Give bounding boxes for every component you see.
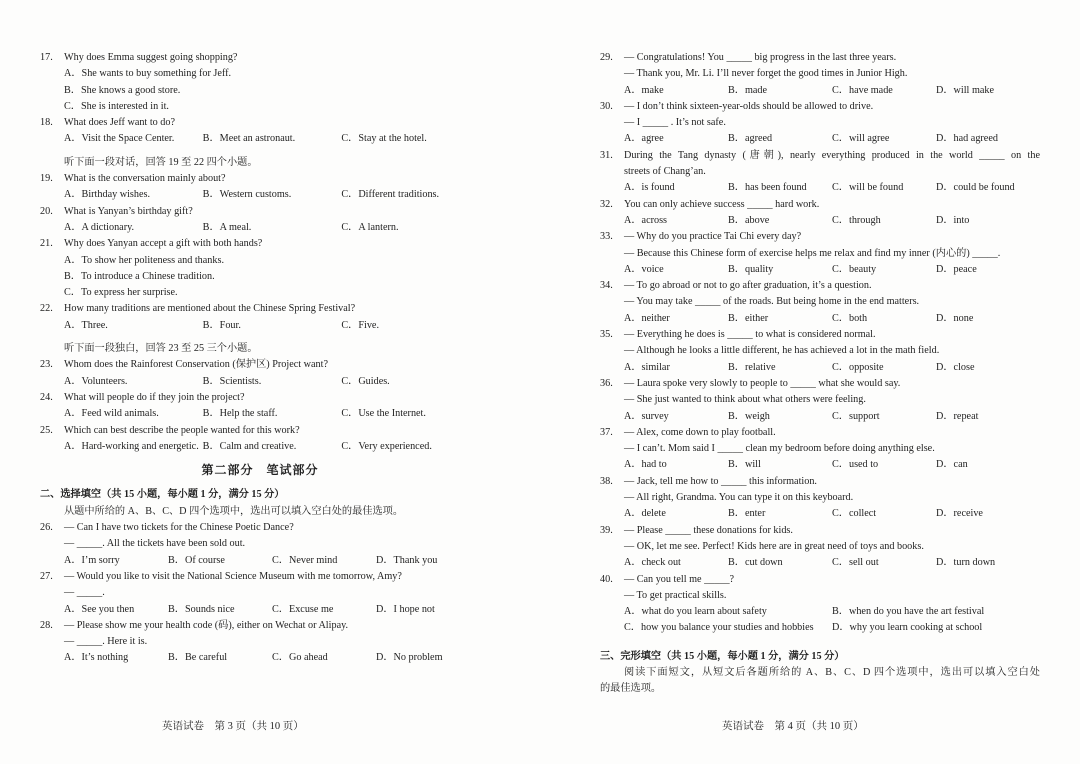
option: B．made	[728, 84, 768, 96]
question-text: Which can best describe the people wanted for this work?	[64, 424, 300, 436]
question-32	[600, 197, 1040, 230]
option: B．Be careful	[168, 652, 228, 664]
option: A．delete	[624, 508, 666, 520]
option: D．why you learn cooking at school	[832, 622, 983, 634]
question-21	[40, 236, 480, 301]
question-reply: — I _____ . It’s not safe.	[624, 117, 726, 129]
option: D．none	[936, 312, 974, 324]
question-text: — Congratulations! You _____ big progress in the last three years.	[624, 52, 897, 63]
question-text: — Laura spoke very slowly to people to _____ what she would say.	[624, 377, 901, 389]
option: A．It’s nothing	[64, 652, 129, 664]
option: A．To show her politeness and thanks.	[64, 254, 224, 266]
option: A．Visit the Space Center.	[64, 133, 175, 145]
question-reply: — To get practical skills.	[624, 589, 727, 601]
question-number: 29.	[600, 52, 613, 63]
page-footer-right: 英语试卷 第 4 页（共 10 页）	[722, 721, 864, 732]
question-number: 19.	[40, 173, 53, 185]
section-two-instruction: 从题中所给的 A、B、C、D 四个选项中，选出可以填入空白处的最佳选项。	[64, 505, 404, 517]
option: B．weigh	[728, 410, 770, 422]
question-number: 37.	[600, 426, 613, 438]
option: D．had agreed	[936, 133, 998, 145]
option: D．can	[936, 459, 968, 471]
option: B．will	[728, 459, 761, 471]
question-reply: — Although he looks a little different, he has achieved a lot in the math field.	[624, 345, 940, 357]
question-text: — To go abroad or not to go after graduation, it’s a question.	[624, 280, 872, 292]
option: C．Different traditions.	[341, 189, 440, 201]
question-20	[40, 204, 480, 237]
question-26	[40, 520, 480, 569]
option: B．She knows a good store.	[64, 84, 181, 96]
question-text: — Everything he does is _____ to what is considered normal.	[624, 329, 876, 341]
question-text: What does Jeff want to do?	[64, 117, 175, 129]
question-39	[600, 523, 1040, 572]
question-text: — Would you like to visit the National Science Museum with me tomorrow, Amy?	[64, 570, 402, 582]
option: B．Four.	[202, 319, 241, 331]
option: A．similar	[624, 361, 670, 373]
option: D．repeat	[936, 410, 979, 422]
option: A．survey	[624, 410, 669, 422]
option: B．To introduce a Chinese tradition.	[64, 270, 215, 282]
question-38	[600, 474, 1040, 523]
question-number: 36.	[600, 377, 613, 389]
right-page	[600, 50, 1040, 698]
option: C．To express her surprise.	[64, 287, 178, 299]
option: A．Volunteers.	[64, 375, 128, 387]
question-text: — Please show me your health code (码), either on Wechat or Alipay.	[64, 619, 349, 631]
question-number: 32.	[600, 198, 613, 210]
question-28	[40, 618, 480, 667]
question-23	[40, 357, 480, 390]
option: D．Thank you	[376, 554, 438, 566]
option: D．receive	[936, 508, 983, 520]
option: C．will agree	[832, 133, 890, 145]
question-text: Why does Yanyan accept a gift with both hands?	[64, 238, 263, 250]
question-35	[600, 327, 1040, 376]
left-page	[40, 50, 480, 667]
question-reply: — I can’t. Mom said I _____ clean my bedroom before doing anything else.	[624, 443, 935, 455]
question-reply: — Thank you, Mr. Li. I’ll never forget the good times in Junior High.	[624, 68, 908, 80]
option: D．No problem	[376, 652, 443, 664]
part-two-title: 第二部分 笔试部分	[201, 463, 319, 478]
question-22	[40, 301, 480, 334]
question-number: 31.	[600, 149, 613, 161]
question-number: 30.	[600, 100, 613, 112]
option: C．Never mind	[272, 554, 338, 566]
question-number: 34.	[600, 280, 613, 292]
question-text: Whom does the Rainforest Conservation (保护区) Project want?	[64, 359, 328, 371]
question-19	[40, 171, 480, 204]
option: A．check out	[624, 557, 681, 569]
question-37	[600, 425, 1040, 474]
question-text: During the Tang dynasty (唐朝), nearly everything produced in the world _____ on the	[624, 149, 1040, 161]
question-text: What will people do if they join the project?	[64, 391, 245, 403]
question-text: You can only achieve success _____ hard work.	[624, 198, 820, 210]
question-number: 21.	[40, 238, 53, 250]
option: C．collect	[832, 508, 877, 520]
question-reply: — _____. Here it is.	[64, 636, 148, 648]
option: D．close	[936, 361, 975, 373]
option: C．opposite	[832, 361, 884, 373]
option: A．neither	[624, 312, 670, 324]
option: C．support	[832, 410, 880, 422]
option: A．Feed wild animals.	[64, 408, 159, 420]
option: B．agreed	[728, 133, 773, 145]
option: B．Scientists.	[202, 375, 262, 387]
option: A．A dictionary.	[64, 221, 135, 233]
listening-instruction: 听下面一段对话，回答 19 至 22 四个小题。	[64, 156, 258, 168]
question-31	[600, 148, 1040, 197]
question-text: How many traditions are mentioned about the Chinese Spring Festival?	[64, 303, 356, 315]
question-33	[600, 229, 1040, 278]
option: C．Very experienced.	[341, 440, 432, 452]
page-footer-left: 英语试卷 第 3 页（共 10 页）	[162, 721, 304, 732]
option: B．enter	[728, 508, 766, 520]
question-text: — Jack, tell me how to _____ this information.	[624, 475, 817, 487]
option: C．Excuse me	[272, 603, 334, 615]
question-36	[600, 376, 1040, 425]
option: C．both	[832, 312, 868, 324]
question-25	[40, 423, 480, 456]
option: B．Calm and creative.	[202, 440, 297, 452]
option: C．A lantern.	[341, 221, 399, 233]
question-text: Why does Emma suggest going shopping?	[64, 52, 238, 63]
option: C．beauty	[832, 263, 877, 275]
option: D．into	[936, 214, 970, 226]
option: A．across	[624, 214, 668, 226]
option: C．Stay at the hotel.	[341, 133, 427, 145]
section-three-instruction-continued: 的最佳选项。	[600, 683, 662, 695]
option: B．relative	[728, 361, 776, 373]
option: C．Go ahead	[272, 652, 328, 664]
option: D．I hope not	[376, 603, 435, 615]
option: B．has been found	[728, 182, 807, 194]
question-number: 38.	[600, 475, 613, 487]
question-text: — I don’t think sixteen-year-olds should be allowed to drive.	[624, 100, 874, 112]
option: B．above	[728, 214, 770, 226]
question-number: 40.	[600, 573, 613, 585]
question-number: 26.	[40, 522, 53, 534]
option: C．used to	[832, 459, 879, 471]
option: A．is found	[624, 182, 675, 194]
question-number: 39.	[600, 524, 613, 536]
option: C．Guides.	[341, 375, 390, 387]
option: A．I’m sorry	[64, 554, 120, 566]
option: B．quality	[728, 263, 774, 275]
question-30	[600, 99, 1040, 148]
option: C．Five.	[341, 319, 379, 331]
question-number: 22.	[40, 303, 53, 315]
question-text: What is Yanyan’s birthday gift?	[64, 205, 193, 217]
option: A．what do you learn about safety	[624, 606, 767, 618]
question-18	[40, 115, 480, 148]
option: C．through	[832, 214, 881, 226]
question-29	[600, 50, 1040, 99]
question-reply: — OK, let me see. Perfect! Kids here are in great need of toys and books.	[624, 540, 924, 552]
question-number: 33.	[600, 231, 613, 243]
option: C．sell out	[832, 557, 879, 569]
question-text-continued: streets of Chang’an.	[624, 166, 706, 178]
option: D．peace	[936, 263, 977, 275]
option: A．make	[624, 84, 664, 96]
question-text: What is the conversation mainly about?	[64, 173, 226, 185]
question-24	[40, 390, 480, 423]
option: C．will be found	[832, 182, 904, 194]
option: C．She is interested in it.	[64, 100, 169, 112]
question-number: 23.	[40, 359, 53, 371]
question-number: 25.	[40, 424, 53, 436]
option: A．She wants to buy something for Jeff.	[64, 68, 232, 80]
section-two-title: 二、选择填空（共 15 小题，每小题 1 分，满分 15 分）	[40, 489, 285, 501]
option: A．Three.	[64, 319, 108, 331]
option: B．cut down	[728, 557, 783, 569]
option: B．Help the staff.	[202, 408, 278, 420]
section-three-instruction: 阅读下面短文，从短文后各题所给的 A、B、C、D 四个选项中，选出可以填入空白处	[624, 666, 1040, 678]
question-text: — Why do you practice Tai Chi every day?	[624, 231, 802, 243]
section-three-title: 三、完形填空（共 15 小题，每小题 1 分，满分 15 分）	[600, 650, 845, 662]
question-reply: — She just wanted to think about what others were feeling.	[624, 394, 866, 406]
question-number: 35.	[600, 329, 613, 341]
option: B．when do you have the art festival	[832, 606, 985, 618]
option: D．will make	[936, 84, 995, 96]
option: B．A meal.	[202, 221, 252, 233]
question-number: 18.	[40, 117, 53, 129]
option: A．Hard-working and energetic.	[64, 440, 199, 452]
question-number: 17.	[40, 52, 53, 63]
question-reply: — Because this Chinese form of exercise helps me relax and find my inner (内心的) _____.	[624, 247, 1001, 259]
question-number: 28.	[40, 619, 53, 631]
question-reply: — _____. All the tickets have been sold out.	[64, 538, 246, 550]
option: C．Use the Internet.	[341, 408, 426, 420]
option: A．had to	[624, 459, 667, 471]
option: A．agree	[624, 133, 664, 145]
option: D．turn down	[936, 557, 996, 569]
option: C．have made	[832, 84, 893, 96]
option: B．either	[728, 312, 769, 324]
listening-instruction: 听下面一段独白，回答 23 至 25 三个小题。	[64, 343, 258, 355]
option: C．how you balance your studies and hobbies	[624, 622, 814, 634]
question-17	[40, 50, 480, 115]
question-27	[40, 569, 480, 618]
question-text: — Can I have two tickets for the Chinese Poetic Dance?	[64, 522, 294, 534]
option: B．Of course	[168, 554, 225, 566]
option: A．See you then	[64, 603, 135, 615]
question-text: — Alex, come down to play football.	[624, 426, 776, 438]
question-reply: — _____.	[64, 587, 105, 599]
question-text: — Can you tell me _____?	[624, 573, 735, 585]
question-reply: — You may take _____ of the roads. But being home in the end matters.	[624, 296, 920, 308]
option: D．could be found	[936, 182, 1015, 194]
question-number: 27.	[40, 570, 53, 582]
option: B．Sounds nice	[168, 603, 235, 615]
option: B．Meet an astronaut.	[202, 133, 296, 145]
option: A．Birthday wishes.	[64, 189, 151, 201]
question-34	[600, 278, 1040, 327]
question-reply: — All right, Grandma. You can type it on this keyboard.	[624, 492, 854, 504]
question-40	[600, 572, 1040, 637]
option: B．Western customs.	[202, 189, 292, 201]
question-number: 24.	[40, 391, 53, 403]
question-number: 20.	[40, 205, 53, 217]
question-text: — Please _____ these donations for kids.	[624, 524, 793, 536]
option: A．voice	[624, 263, 664, 275]
